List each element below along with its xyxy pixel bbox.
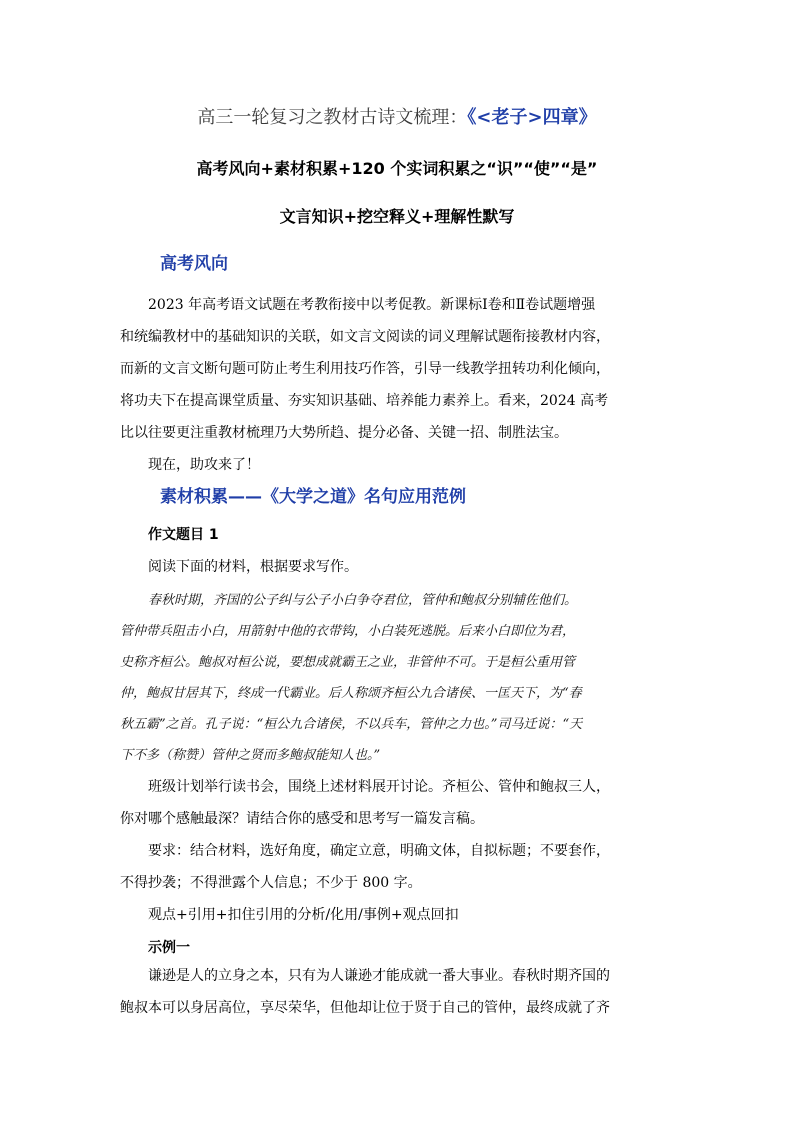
document-title — [0, 103, 794, 129]
example-line: 谦逊是人的立身之本，只有为人谦逊才能成就一番大事业。春秋时期齐国的 — [148, 968, 610, 984]
formula-line: 观点+引用+扣住引用的分析/化用/事例+观点回扣 — [148, 907, 459, 923]
material-text — [120, 585, 682, 771]
trends-paragraph — [120, 289, 682, 481]
closing-line: 现在，助攻来了！ — [148, 457, 260, 473]
paragraph-line: 将功夫下在提高课堂质量、夯实知识基础、培养能力素养上。看来，2024 高考 — [120, 393, 609, 409]
instruction-line: 阅读下面的材料，根据要求写作。 — [148, 559, 358, 575]
paragraph-line: 和统编教材中的基础知识的关联，如文言文阅读的词义理解试题衔接教材内容， — [120, 329, 610, 345]
material-line: 春秋时期，齐国的公子纠与公子小白争夺君位，管仲和鲍叔分别辅佐他们。 — [148, 593, 578, 608]
material-line: 秋五霸”之首。孔子说：“桓公九合诸侯，不以兵车，管仲之力也。”司马迁说：“天 — [120, 717, 583, 732]
section-heading-trends: 高考风向 — [160, 254, 228, 274]
section-heading-materials: 素材积累——《大学之道》名句应用范例 — [160, 487, 466, 507]
material-line: 仲，鲍叔甘居其下，终成一代霸业。后人称颂齐桓公九合诸侯、一匡天下，为“春 — [120, 686, 582, 701]
requirement-line: 要求：结合材料，选好角度，确定立意，明确文体，自拟标题；不要套作， — [148, 843, 610, 859]
task-text — [120, 771, 682, 931]
example-title: 示例一 — [148, 940, 190, 956]
example-text — [120, 960, 682, 1024]
example-line: 鲍叔本可以身居高位，享尽荣华，但他却让位于贤于自己的管仲，最终成就了齐 — [120, 1000, 610, 1016]
paragraph-line: 比以往要更注重教材梳理乃大势所趋、提分必备、关键一招、制胜法宝。 — [120, 425, 568, 441]
title-highlight: 《<老子>四章》 — [467, 107, 597, 128]
title-plain: 高三一轮复习之教材古诗文梳理： — [197, 107, 468, 128]
material-line: 下不多（称赞）管仲之贤而多鲍叔能知人也。” — [120, 748, 381, 763]
subtitle-1: 高考风向+素材积累+120 个实词积累之“识”“使”“是” — [196, 159, 598, 178]
requirement-line: 不得抄袭；不得泄露个人信息；不少于 800 字。 — [120, 875, 422, 891]
topic-title: 作文题目 1 — [148, 527, 219, 543]
subtitle-2: 文言知识+挖空释义+理解性默写 — [279, 207, 515, 226]
task-line: 班级计划举行读书会，围绕上述材料展开讨论。齐桓公、管仲和鲍叔三人， — [148, 779, 610, 795]
task-line: 你对哪个感触最深？请结合你的感受和思考写一篇发言稿。 — [120, 811, 484, 827]
paragraph-line: 2023 年高考语文试题在考教衔接中以考促教。新课标Ⅰ卷和Ⅱ卷试题增强 — [148, 297, 596, 313]
material-line: 管仲带兵阻击小白，用箭射中他的衣带钩，小白装死逃脱。后来小白即位为君， — [120, 624, 576, 639]
material-line: 史称齐桓公。鲍叔对桓公说，要想成就霸王之业，非管仲不可。于是桓公重用管 — [120, 655, 576, 670]
paragraph-line: 而新的文言文断句题可防止考生利用技巧作答，引导一线教学扭转功利化倾向， — [120, 361, 610, 377]
